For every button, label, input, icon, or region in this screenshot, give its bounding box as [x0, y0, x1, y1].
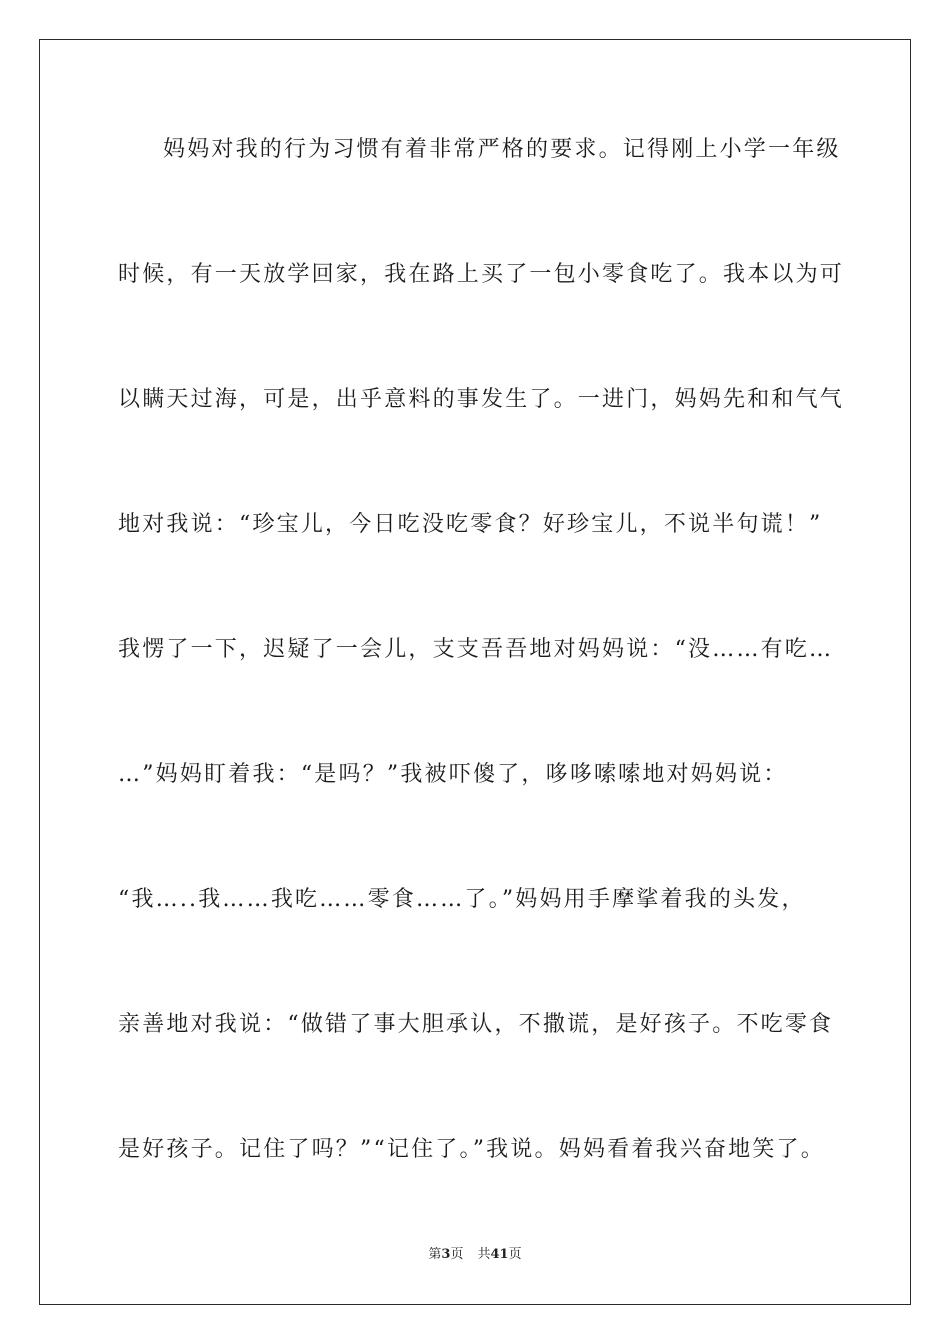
page-border [39, 39, 911, 1305]
page-footer [0, 1246, 950, 1264]
total-suffix: 页 [508, 1247, 522, 1262]
paragraph-line: 我愣了一下，迟疑了一会儿，支支吾吾地对妈妈说：“没……有吃… [118, 637, 834, 662]
paragraph-line: 时候，有一天放学回家，我在路上买了一包小零食吃了。我本以为可 [118, 262, 845, 287]
paragraph-line: 妈妈对我的行为习惯有着非常严格的要求。记得刚上小学一年级 [163, 137, 841, 162]
paragraph-line: 是好孩子。记住了吗？”“记住了。”我说。妈妈看着我兴奋地笑了。 [118, 1137, 825, 1162]
paragraph-line: …”妈妈盯着我：“是吗？”我被吓傻了，哆哆嗦嗦地对妈妈说： [118, 762, 788, 787]
page-prefix: 第 [428, 1247, 442, 1262]
total-prefix: 共 [477, 1247, 491, 1262]
paragraph-line: 地对我说：“珍宝儿，今日吃没吃零食？好珍宝儿，不说半句谎！” [118, 512, 823, 537]
total-pages: 41 [490, 1247, 509, 1262]
page-number: 3 [441, 1247, 451, 1262]
page-suffix: 页 [450, 1247, 464, 1262]
paragraph-line: 亲善地对我说：“做错了事大胆承认，不撒谎，是好孩子。不吃零食 [118, 1012, 834, 1037]
paragraph-line: “我…..我……我吃……零食……了。”妈妈用手摩挲着我的头发， [118, 887, 806, 912]
paragraph-line: 以瞒天过海，可是，出乎意料的事发生了。一进门，妈妈先和和气气 [118, 387, 845, 412]
